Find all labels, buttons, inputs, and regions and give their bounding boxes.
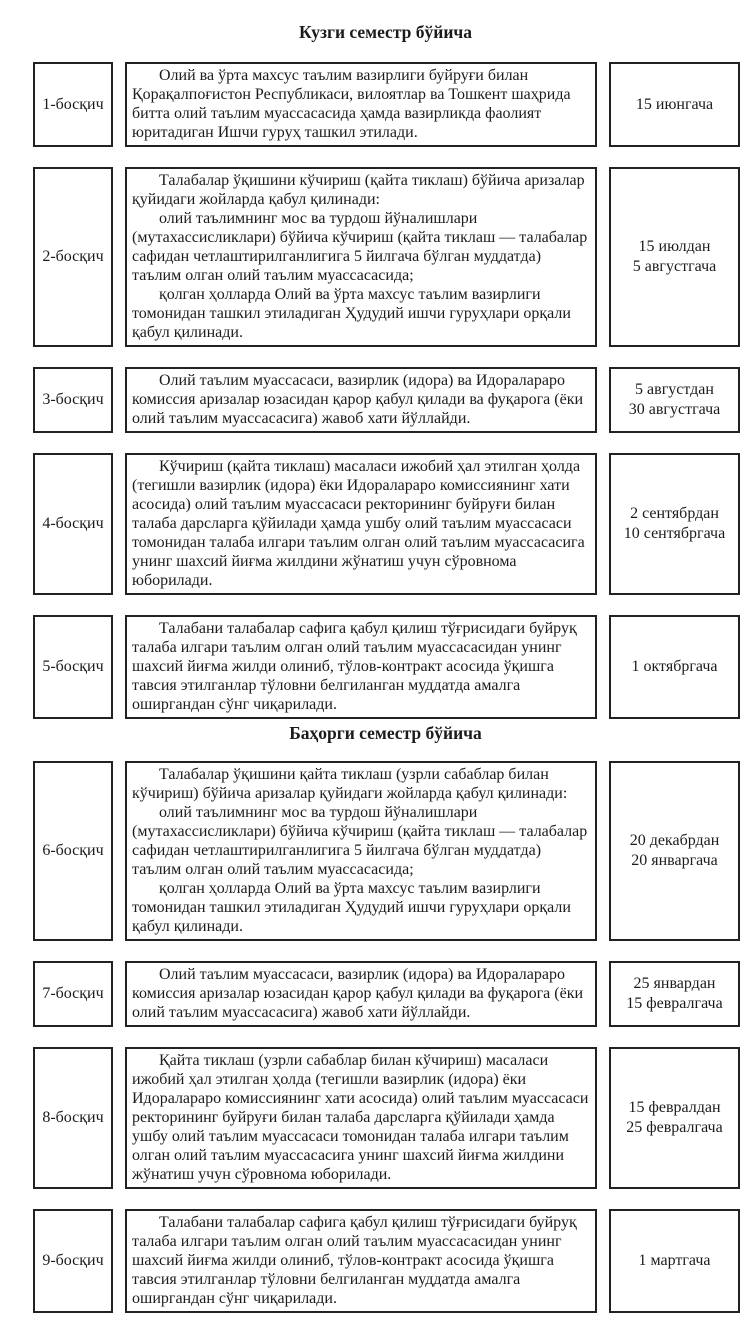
- deadline-cell: [609, 961, 740, 1027]
- description-paragraph: Кўчириш (қайта тиклаш) масаласи ижобий ҳал этилган ҳолда (тегишли вазирлик (идора) ёки Идоралараро комиссиянинг хати асосида) олий таълим муассасаси ректорининг буйруғи билан талаба дарсларга қўйилади ҳамда ушбу олий таълим муассасаси томонидан талаба илгари таълим олган олий таълим муассасасига унинг шахсий йиғма жилдини жўнатиш учун сўровнома юборилади.: [132, 458, 585, 589]
- deadline-line: 30 августгача: [628, 401, 721, 418]
- stage-row: [33, 961, 738, 1027]
- description-paragraph: Талабани талабалар сафига қабул қилиш тўғрисидаги буйруқ талаба илгари таълим олган олий таълим муассасасидан унинг шахсий йиғма жилди олиниб, тўлов-контракт асосида ўқишга тавсия этилганлар тўловни белгиланган муддатда амалга оширгандан сўнг чиқарилади.: [132, 1214, 577, 1307]
- stage-row: [33, 615, 738, 719]
- description-paragraph: олий таълимнинг мос ва турдош йўналишлари (мутахассисликлари) бўйича кўчириш (қайта тиклаш — талабалар сафидан четлаштирилганлигига 5 йилгача бўлган муддатда) таълим олган олий таълим муассасасида;: [132, 210, 588, 284]
- description-paragraph: Қайта тиклаш (узрли сабаблар билан кўчириш) масаласи ижобий ҳал этилган ҳолда (тегишли вазирлик (идора) ёки Идоралараро комиссиянинг хати асосида) олий таълим муассасаси ректорининг буйруғи билан талаба дарсларга қўйилади ҳамда ушбу олий таълим муассасаси томонидан талаба илгари таълим олган олий таълим муассасасига унинг шахсий йиғма жилдини жўнатиш учун сўровнома юборилади.: [132, 1052, 589, 1183]
- deadline-cell: [609, 453, 740, 595]
- description-paragraph: Талабалар ўқишини кўчириш (қайта тиклаш) бўйича аризалар қуйидаги жойларда қабул қилинади:: [132, 172, 585, 208]
- stage-description-cell: [125, 62, 597, 147]
- deadline-line: 5 августдан: [635, 381, 714, 398]
- stage-label-cell: 8-босқич: [33, 1047, 113, 1189]
- description-paragraph: Олий таълим муассасаси, вазирлик (идора) ва Идоралараро комиссия аризалар юзасидан қарор қабул қилади ва фуқарога (ёки олий таълим муассасасига) жавоб хати йўллайди.: [132, 372, 584, 427]
- stage-label-cell: 7-босқич: [33, 961, 113, 1027]
- deadline-cell: [609, 615, 740, 719]
- deadline-line: 1 мартгача: [638, 1252, 711, 1269]
- deadline-cell: [609, 62, 740, 147]
- stage-label-cell: 9-босқич: [33, 1209, 113, 1313]
- description-paragraph: Талабалар ўқишини қайта тиклаш (узрли сабаблар билан кўчириш) бўйича аризалар қуйидаги жойларда қабул қилинади:: [132, 766, 568, 802]
- deadline-line: 1 октябргача: [631, 658, 718, 675]
- stage-description-cell: [125, 615, 597, 719]
- semester-section: [33, 721, 738, 1313]
- semester-section: [33, 20, 738, 719]
- deadline-line: 20 январгача: [631, 852, 718, 869]
- deadline-cell: [609, 1047, 740, 1189]
- description-paragraph: Талабани талабалар сафига қабул қилиш тўғрисидаги буйруқ талаба илгари таълим олган олий таълим муассасасидан унинг шахсий йиғма жилди олиниб, тўлов-контракт асосида ўқишга тавсия этилганлар тўловни белгиланган муддатда амалга оширгандан сўнг чиқарилади.: [132, 620, 577, 713]
- stage-row: [33, 167, 738, 347]
- deadline-line: 15 июлдан: [638, 238, 711, 255]
- description-paragraph: олий таълимнинг мос ва турдош йўналишлари (мутахассисликлари) бўйича кўчириш (қайта тиклаш — талабалар сафидан четлаштирилганлигига 5 йилгача бўлган муддатда) таълим олган олий таълим муассасасида;: [132, 804, 588, 878]
- deadline-line: 5 августгача: [632, 258, 717, 275]
- stage-label-cell: 4-босқич: [33, 453, 113, 595]
- stage-rows: [33, 761, 738, 1313]
- stage-label-cell: 6-босқич: [33, 761, 113, 941]
- stage-description-cell: [125, 367, 597, 433]
- description-paragraph: қолган ҳолларда Олий ва ўрта махсус таълим вазирлиги томонидан ташкил этиладиган Ҳудудий ишчи гуруҳлари орқали қабул қилинади.: [132, 286, 571, 341]
- stage-row: [33, 1047, 738, 1189]
- stage-row: [33, 761, 738, 941]
- deadline-line: 2 сентябрдан: [630, 505, 719, 522]
- stage-description-cell: [125, 453, 597, 595]
- stage-description-cell: [125, 1209, 597, 1313]
- stage-description-cell: [125, 167, 597, 347]
- deadline-line: 25 февралгача: [626, 1119, 723, 1136]
- stage-label-cell: 5-босқич: [33, 615, 113, 719]
- deadline-line: 10 сентябргача: [623, 525, 726, 542]
- transfer-schedule-document: [33, 20, 738, 1313]
- stage-row: [33, 62, 738, 147]
- deadline-cell: [609, 1209, 740, 1313]
- section-title: Баҳорги семестр бўйича: [289, 723, 482, 743]
- stage-description-cell: [125, 961, 597, 1027]
- stage-label-cell: 2-босқич: [33, 167, 113, 347]
- section-title: Кузги семестр бўйича: [298, 22, 473, 42]
- deadline-cell: [609, 761, 740, 941]
- stage-row: [33, 453, 738, 595]
- deadline-cell: [609, 167, 740, 347]
- deadline-line: 15 февралгача: [626, 995, 723, 1012]
- stage-row: [33, 367, 738, 433]
- deadline-line: 25 январдан: [633, 975, 716, 992]
- deadline-line: 15 июнгача: [635, 95, 714, 113]
- stage-label-cell: 3-босқич: [33, 367, 113, 433]
- stage-rows: [33, 62, 738, 719]
- deadline-line: 15 февралдан: [628, 1099, 721, 1116]
- description-paragraph: Олий таълим муассасаси, вазирлик (идора) ва Идоралараро комиссия аризалар юзасидан қарор қабул қилади ва фуқарога (ёки олий таълим муассасасига) жавоб хати йўллайди.: [132, 966, 584, 1021]
- stage-row: [33, 1209, 738, 1313]
- stage-label-cell: 1-босқич: [33, 62, 113, 147]
- stage-description-cell: [125, 761, 597, 941]
- stage-description-cell: [125, 1047, 597, 1189]
- description-paragraph: қолган ҳолларда Олий ва ўрта махсус таълим вазирлиги томонидан ташкил этиладиган Ҳудудий ишчи гуруҳлари орқали қабул қилинади.: [132, 880, 571, 935]
- deadline-line: 20 декабрдан: [629, 832, 720, 849]
- deadline-cell: [609, 367, 740, 433]
- description-paragraph: Олий ва ўрта махсус таълим вазирлиги буйруғи билан Қорақалпоғистон Республикаси, вилоятлар ва Тошкент шаҳрида битта олий таълим муассасасида ҳамда вазирликда фаолият юритадиган Ишчи гуруҳ ташкил этилади.: [132, 67, 571, 141]
